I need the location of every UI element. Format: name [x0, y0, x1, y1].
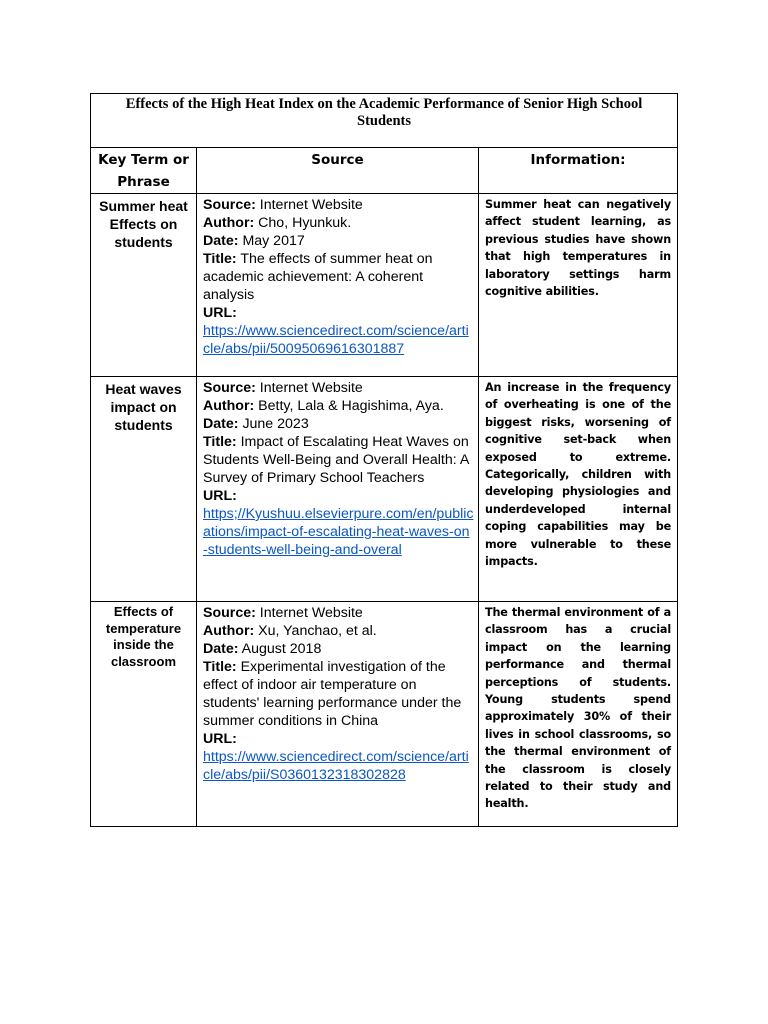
url-line — [203, 304, 474, 322]
date-label: Date: — [203, 416, 239, 432]
title-value: The effects of summer heat on academic achievement: A coherent analysis — [203, 251, 433, 303]
header-information: Information: — [479, 148, 678, 194]
url-link[interactable]: https://www.sciencedirect.com/science/article/abs/pii/S0360132318302828 — [203, 749, 469, 783]
information-cell: Summer heat can negatively affect student learning, as previous studies have shown that high temperatures in laboratory settings harm cognitive abilities. — [479, 194, 678, 377]
date-line — [203, 232, 474, 250]
url-label: URL: — [203, 731, 237, 747]
table-row — [91, 194, 678, 377]
url-link[interactable]: https;//Kyushuu.elsevierpure.com/en/publications/impact-of-escalating-heat-waves-on-students-well-being-and-overal — [203, 506, 474, 558]
title-value: Impact of Escalating Heat Waves on Students Well-Being and Overall Health: A Survey of Primary School Teachers — [203, 434, 469, 486]
url-line — [203, 730, 474, 748]
title-label: Title: — [203, 659, 237, 675]
key-term-cell: Summer heat Effects on students — [91, 194, 197, 377]
date-label: Date: — [203, 641, 239, 657]
source-label: Source: — [203, 197, 256, 213]
author-line — [203, 214, 474, 232]
date-line — [203, 415, 474, 433]
header-row — [91, 148, 678, 194]
title-value: Experimental investigation of the effect of indoor air temperature on students' learning performance under the summer conditions in China — [203, 659, 462, 729]
url-label: URL: — [203, 488, 237, 504]
header-key-term: Key Term or Phrase — [91, 148, 197, 194]
source-value: Internet Website — [259, 197, 363, 213]
information-cell: The thermal environment of a classroom has a crucial impact on the learning performance and thermal perceptions of students. Young students spend approximately 30% of their lives in school classrooms, so the thermal environment of the classroom is closely related to their study and health. — [479, 602, 678, 827]
url-line — [203, 487, 474, 505]
table-row — [91, 377, 678, 602]
author-value: Cho, Hyunkuk. — [258, 215, 352, 231]
document-title: Effects of the High Heat Index on the Academic Performance of Senior High School Students — [91, 94, 678, 148]
author-label: Author: — [203, 623, 255, 639]
title-label: Title: — [203, 251, 237, 267]
author-value: Xu, Yanchao, et al. — [258, 623, 377, 639]
title-line — [203, 658, 474, 730]
key-term-cell: Heat waves impact on students — [91, 377, 197, 602]
source-value: Internet Website — [259, 380, 363, 396]
source-label: Source: — [203, 380, 256, 396]
author-line — [203, 397, 474, 415]
source-value: Internet Website — [259, 605, 363, 621]
title-label: Title: — [203, 434, 237, 450]
author-label: Author: — [203, 215, 255, 231]
title-row — [91, 94, 678, 148]
source-label: Source: — [203, 605, 256, 621]
research-table — [90, 93, 678, 827]
source-cell — [197, 377, 479, 602]
author-line — [203, 622, 474, 640]
table-row — [91, 602, 678, 827]
date-line — [203, 640, 474, 658]
title-line — [203, 250, 474, 304]
key-term-cell: Effects of temperature inside the classroom — [91, 602, 197, 827]
source-cell — [197, 602, 479, 827]
source-line — [203, 604, 474, 622]
url-link[interactable]: https://www.sciencedirect.com/science/article/abs/pii/50095069616301887 — [203, 323, 469, 357]
information-cell: An increase in the frequency of overheating is one of the biggest risks, worsening of cognitive set-back when exposed to extreme. Categorically, children with developing physiologies and underdeveloped internal coping capabilities may be more vulnerable to these impacts. — [479, 377, 678, 602]
date-value: May 2017 — [242, 233, 305, 249]
source-cell — [197, 194, 479, 377]
source-line — [203, 196, 474, 214]
date-value: August 2018 — [241, 641, 322, 657]
source-line — [203, 379, 474, 397]
date-value: June 2023 — [242, 416, 309, 432]
author-value: Betty, Lala & Hagishima, Aya. — [258, 398, 444, 414]
header-source: Source — [197, 148, 479, 194]
url-label: URL: — [203, 305, 237, 321]
date-label: Date: — [203, 233, 239, 249]
title-line — [203, 433, 474, 487]
author-label: Author: — [203, 398, 255, 414]
